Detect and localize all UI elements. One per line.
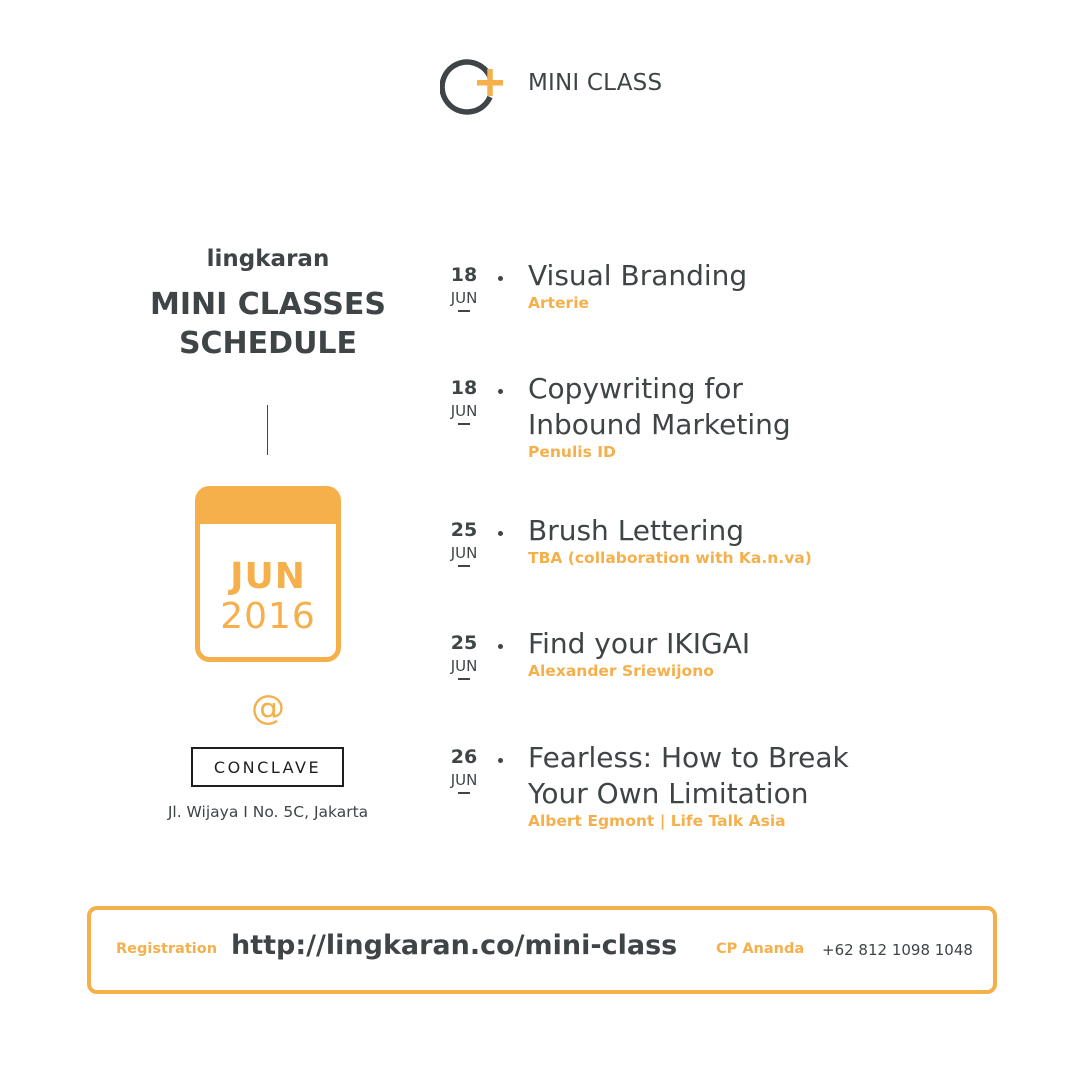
venue-address: Jl. Wijaya I No. 5C, Jakarta [167, 803, 369, 821]
bullet-dot [498, 531, 503, 536]
calendar-year: 2016 [220, 596, 316, 637]
registration-label: Registration [116, 941, 218, 957]
schedule-title-line2: SCHEDULE [178, 326, 358, 361]
event-speaker: TBA (collaboration with Ka.n.va) [528, 549, 812, 567]
vertical-divider [267, 405, 268, 455]
bullet-dot [498, 389, 503, 394]
at-sign: @ [251, 688, 285, 728]
event-month: JUN [450, 289, 478, 307]
event-month: JUN [450, 657, 478, 675]
date-dash [458, 792, 470, 794]
event-day: 25 [450, 519, 478, 541]
schedule-title [118, 285, 418, 363]
event-title: Copywriting for Inbound Marketing [528, 372, 791, 441]
event-title: Brush Lettering [528, 514, 745, 547]
date-dash [458, 310, 470, 312]
registration-link[interactable]: http://lingkaran.co/mini-class [231, 930, 678, 961]
event-speaker: Albert Egmont | Life Talk Asia [528, 812, 786, 830]
event-title: Visual Branding [528, 259, 748, 292]
date-dash [458, 678, 470, 680]
contact-phone[interactable]: +62 812 1098 1048 [822, 941, 973, 959]
logo-text: MINI CLASS [528, 70, 663, 96]
event-speaker: Alexander Sriewijono [528, 662, 714, 680]
contact-label: CP Ananda [716, 941, 805, 957]
event-month: JUN [450, 771, 478, 789]
event-day: 18 [450, 377, 478, 399]
event-day: 25 [450, 632, 478, 654]
bullet-dot [498, 758, 503, 763]
event-month: JUN [450, 402, 478, 420]
schedule-title-line1: MINI CLASSES [149, 287, 387, 322]
event-title: Fearless: How to Break Your Own Limitation [528, 741, 849, 810]
event-speaker: Arterie [528, 294, 590, 312]
date-dash [458, 565, 470, 567]
calendar-month: JUN [230, 556, 306, 597]
brand-name: lingkaran [206, 246, 330, 272]
bullet-dot [498, 644, 503, 649]
lingkaran-logo-icon [440, 55, 504, 117]
event-month: JUN [450, 544, 478, 562]
venue-logo: CONCLAVE [191, 747, 344, 787]
event-speaker: Penulis ID [528, 443, 616, 461]
event-day: 18 [450, 264, 478, 286]
event-title: Find your IKIGAI [528, 627, 751, 660]
bullet-dot [498, 276, 503, 281]
event-day: 26 [450, 746, 478, 768]
date-dash [458, 423, 470, 425]
